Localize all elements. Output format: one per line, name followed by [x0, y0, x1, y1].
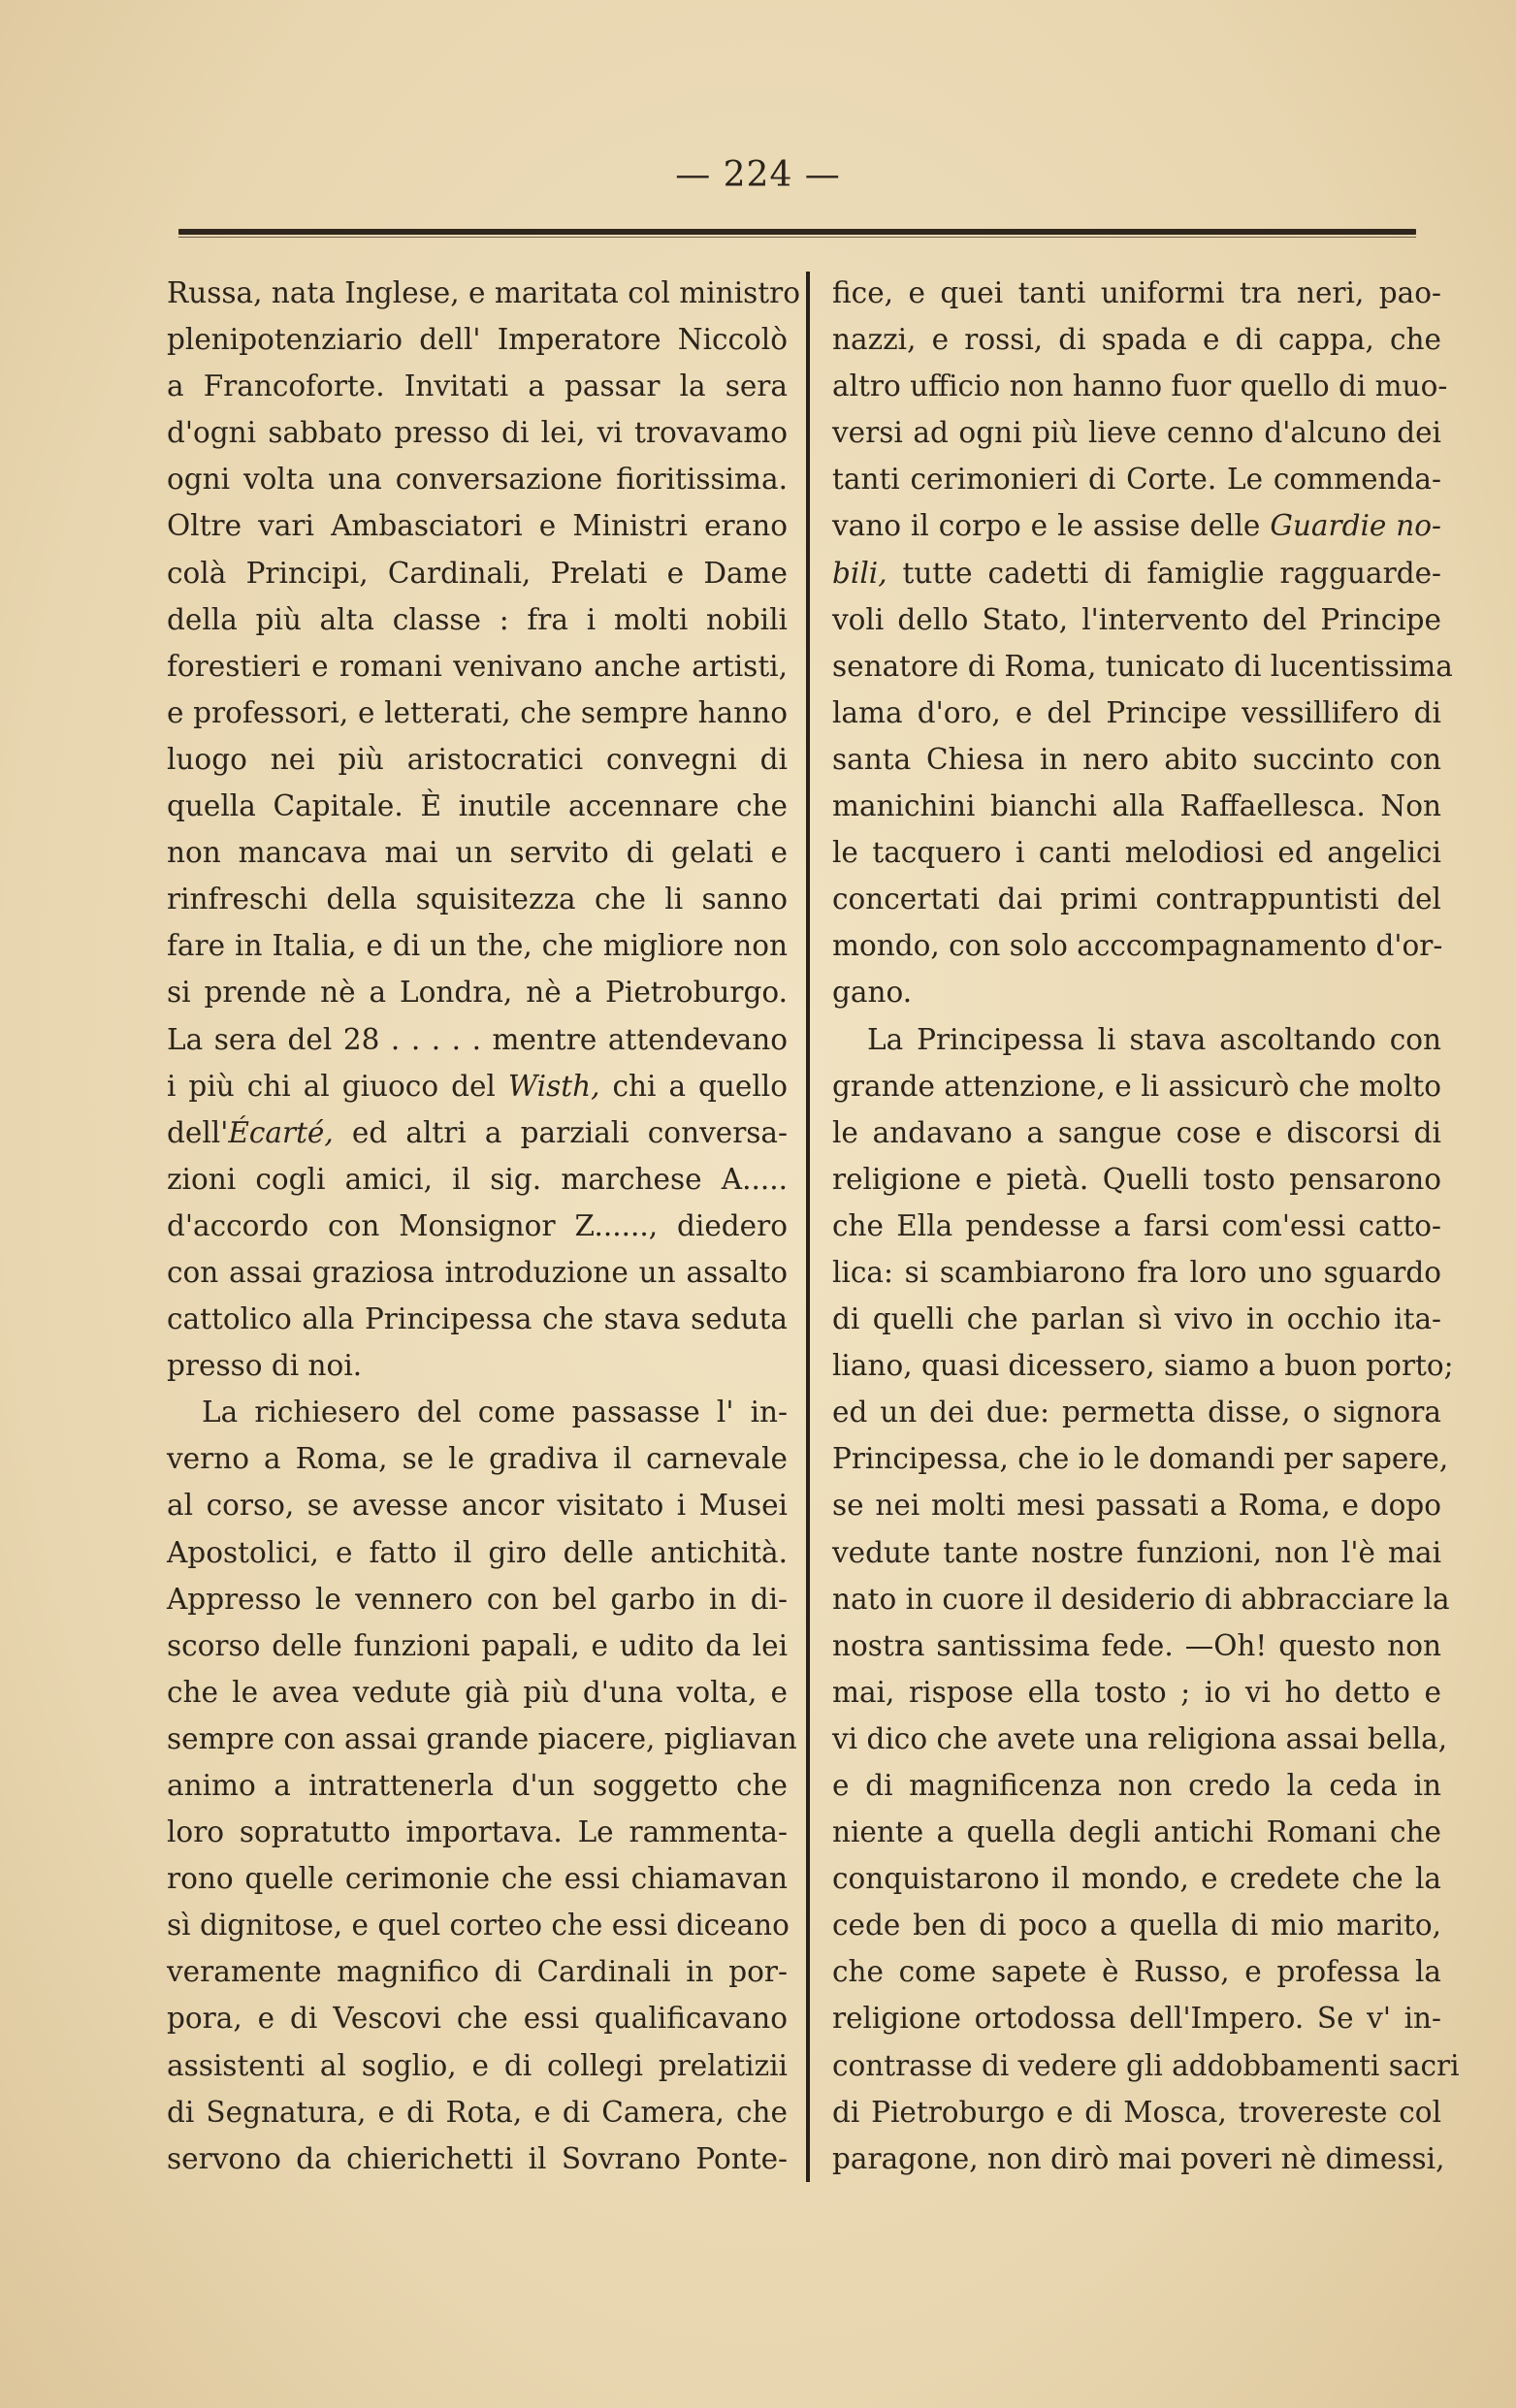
text-line: senatore di Roma, tunicato di lucentissima [832, 649, 1453, 683]
text-line: Oltre vari Ambasciatori e Ministri erano [167, 509, 788, 543]
header-rule [178, 229, 1416, 235]
text-line: vedute tante nostre funzioni, non l'è mai [832, 1535, 1441, 1569]
text-line: pora, e di Vescovi che essi qualificavano [167, 2002, 788, 2036]
text-line: rinfreschi della squisitezza che li sanno [167, 883, 788, 916]
text-line: i più chi al giuoco del Wisth, chi a quello [167, 1069, 788, 1103]
text-line: fare in Italia, e di un the, che migliore non [167, 929, 788, 963]
text-line: forestieri e romani venivano anche artisti, [167, 649, 788, 683]
text-line: di Segnatura, e di Rota, e di Camera, che [167, 2095, 788, 2129]
text-line: religione ortodossa dell'Impero. Se v' in- [832, 2002, 1441, 2036]
text-line: concertati dai primi contrappuntisti del [832, 883, 1441, 916]
text-line: manichini bianchi alla Raffaellesca. Non [832, 789, 1441, 823]
text-line: d'ogni sabbato presso di lei, vi trovavamo [167, 416, 788, 450]
text-line: sì dignitose, e quel corteo che essi diceano [167, 1909, 790, 1942]
text-line: servono da chierichetti il Sovrano Ponte- [167, 2141, 788, 2175]
text-line: luogo nei più aristocratici convegni di [167, 742, 788, 776]
page-number: — 224 — [675, 155, 841, 195]
text-line: plenipotenziario dell' Imperatore Niccolò [167, 323, 788, 357]
text-line: se nei molti mesi passati a Roma, e dopo [832, 1489, 1441, 1523]
text-line: Appresso le vennero con bel garbo in di- [167, 1582, 788, 1616]
text-line: d'accordo con Monsignor Z......, diedero [167, 1208, 788, 1242]
text-line: presso di noi. [167, 1349, 363, 1383]
text-line: dell'Écarté, ed altri a parziali conversa- [167, 1115, 788, 1149]
text-line: le tacquero i canti melodiosi ed angelici [832, 836, 1441, 870]
text-line: vano il corpo e le assise delle Guardie no- [832, 509, 1441, 543]
text-line: assistenti al soglio, e di collegi prelatizii [167, 2048, 788, 2082]
text-line: cattolico alla Principessa che stava seduta [167, 1302, 788, 1336]
text-line: nazzi, e rossi, di spada e di cappa, che [832, 323, 1441, 357]
text-line: conquistarono il mondo, e credete che la [832, 1862, 1441, 1896]
text-line: verno a Roma, se le gradiva il carnevale [167, 1442, 788, 1476]
text-line: altro ufficio non hanno fuor quello di muo- [832, 369, 1448, 403]
text-line: che Ella pendesse a farsi com'essi catto- [832, 1208, 1441, 1242]
text-line: vi dico che avete una religiona assai bella, [832, 1721, 1448, 1755]
right-column [832, 270, 1460, 2182]
text-line: La richiesero del come passasse l' in- [202, 1396, 788, 1429]
text-line: santa Chiesa in nero abito succinto con [832, 742, 1441, 776]
text-line: La Principessa li stava ascoltando con [867, 1022, 1441, 1056]
text-line: Principessa, che io le domandi per sapere, [832, 1442, 1449, 1476]
text-line: zioni cogli amici, il sig. marchese A..... [167, 1162, 788, 1196]
text-line: versi ad ogni più lieve cenno d'alcuno dei [832, 416, 1441, 450]
text-line: niente a quella degli antichi Romani che [832, 1815, 1441, 1849]
text-line: ed un dei due: permetta disse, o signora [832, 1396, 1441, 1429]
text-line: rono quelle cerimonie che essi chiamavan [167, 1862, 788, 1896]
text-line: lica: si scambiarono fra loro uno sguardo [832, 1255, 1441, 1289]
text-line: e professori, e letterati, che sempre hanno [167, 695, 788, 729]
text-line: colà Principi, Cardinali, Prelati e Dame [167, 556, 788, 590]
text-line: loro sopratutto importava. Le rammenta- [167, 1815, 788, 1849]
text-line: Russa, nata Inglese, e maritata col ministro [167, 276, 801, 309]
text-line: tanti cerimonieri di Corte. Le commenda- [832, 463, 1441, 497]
text-line: voli dello Stato, l'intervento del Principe [832, 602, 1441, 636]
text-line: quella Capitale. È inutile accennare che [167, 789, 788, 823]
text-line: che come sapete è Russo, e professa la [832, 1955, 1441, 1989]
text-line: di Pietroburgo e di Mosca, trovereste col [832, 2095, 1441, 2129]
text-line: di quelli che parlan sì vivo in occhio ita- [832, 1302, 1441, 1336]
column-divider [806, 272, 810, 2182]
text-line: fice, e quei tanti uniformi tra neri, pao- [832, 276, 1441, 309]
text-line: della più alta classe : fra i molti nobili [167, 602, 788, 636]
text-line: gano. [832, 976, 913, 1010]
text-line: religione e pietà. Quelli tosto pensarono [832, 1162, 1441, 1196]
text-line: lama d'oro, e del Principe vessillifero di [832, 695, 1441, 729]
text-line: veramente magnifico di Cardinali in por- [167, 1955, 788, 1989]
text-line: con assai graziosa introduzione un assalto [167, 1255, 788, 1289]
text-line: Apostolici, e fatto il giro delle antichità. [167, 1535, 788, 1569]
text-line: grande attenzione, e li assicurò che molto [832, 1069, 1441, 1103]
text-line: paragone, non dirò mai poveri nè dimessi, [832, 2141, 1445, 2175]
text-line: liano, quasi dicessero, siamo a buon porto; [832, 1349, 1454, 1383]
text-line: scorso delle funzioni papali, e udito da lei [167, 1628, 788, 1662]
text-line: e di magnificenza non credo la ceda in [832, 1769, 1441, 1802]
text-line: ogni volta una conversazione fioritissima. [167, 463, 788, 497]
text-line: le andavano a sangue cose e discorsi di [832, 1115, 1441, 1149]
text-line: si prende nè a Londra, nè a Pietroburgo. [167, 976, 788, 1010]
text-line: bili, tutte cadetti di famiglie ragguarde- [832, 556, 1441, 590]
text-line: non mancava mai un servito di gelati e [167, 836, 788, 870]
text-line: cede ben di poco a quella di mio marito, [832, 1909, 1441, 1942]
left-column [167, 270, 801, 2182]
header-rule-thin [178, 237, 1416, 238]
text-line: contrasse di vedere gli addobbamenti sacri [832, 2048, 1460, 2082]
text-line: sempre con assai grande piacere, pigliavan [167, 1721, 797, 1755]
text-line: La sera del 28 . . . . . mentre attendevano [167, 1022, 788, 1056]
text-line: mai, rispose ella tosto ; io vi ho detto e [832, 1675, 1441, 1709]
text-line: a Francoforte. Invitati a passar la sera [167, 369, 788, 403]
text-line: al corso, se avesse ancor visitato i Musei [167, 1489, 788, 1523]
text-line: nato in cuore il desiderio di abbracciare la [832, 1582, 1450, 1616]
text-line: animo a intrattenerla d'un soggetto che [167, 1769, 788, 1802]
text-line: mondo, con solo acccompagnamento d'or- [832, 929, 1443, 963]
text-line: nostra santissima fede. —Oh! questo non [832, 1628, 1441, 1662]
text-line: che le avea vedute già più d'una volta, e [167, 1675, 788, 1709]
